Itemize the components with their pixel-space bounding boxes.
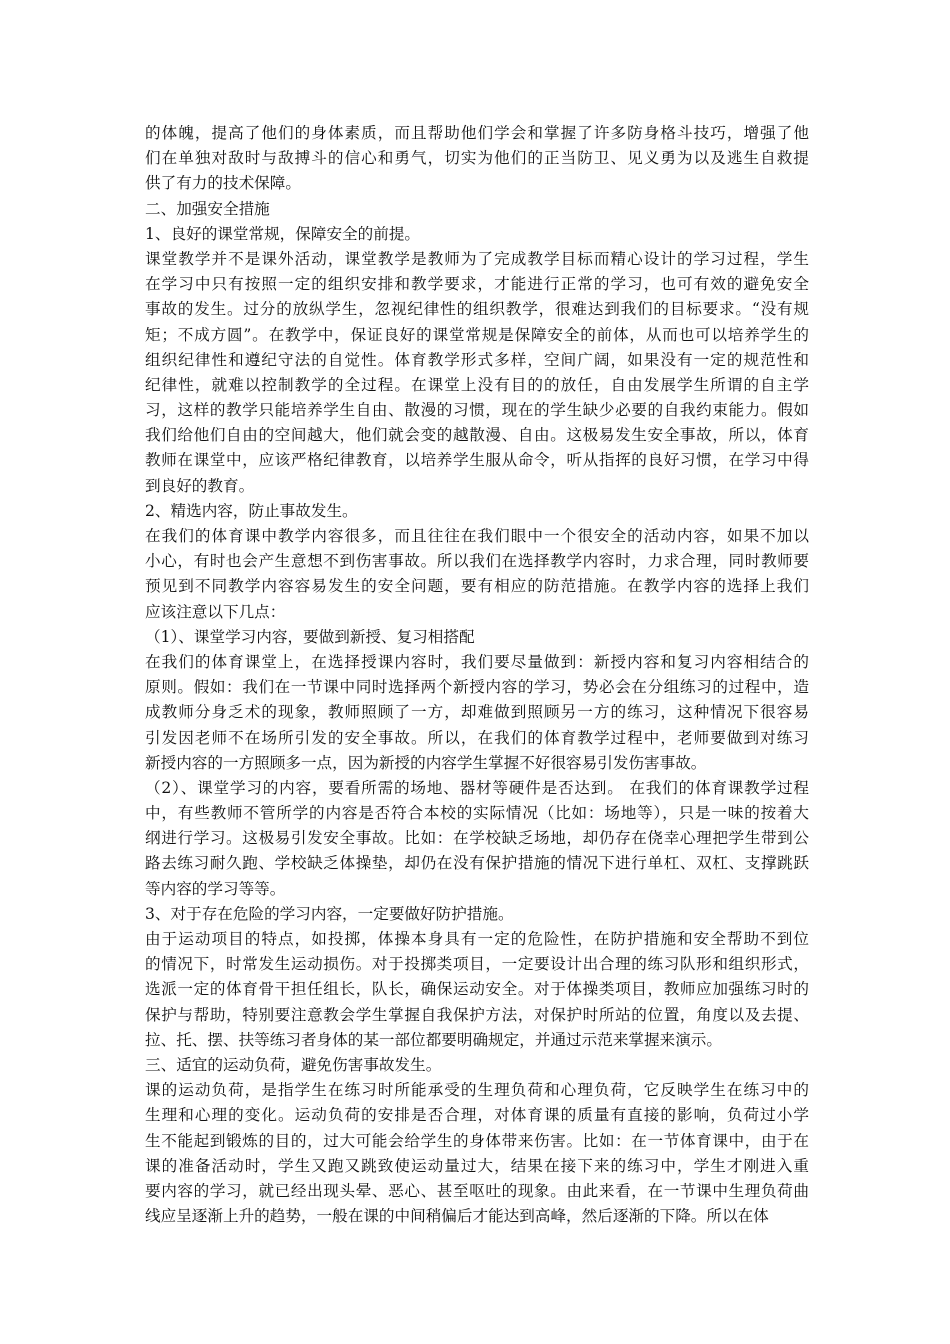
text-line: 路去练习耐久跑、学校缺乏体操垫，却仍在没有保护措施的情况下进行单杠、双杠、支撑跳跃	[145, 854, 809, 873]
text-line: 矩；不成方圆”。在教学中，保证良好的课堂常规是保障安全的前体，从而也可以培养学生的	[145, 325, 809, 344]
text-line: 小心，有时也会产生意想不到伤害事故。所以我们在选择教学内容时，力求合理，同时教师要	[145, 552, 809, 571]
text-line: 课堂教学并不是课外活动，课堂教学是教师为了完成教学目标而精心设计的学习过程，学生	[145, 249, 809, 268]
text-line: 习，这样的教学只能培养学生自由、散漫的习惯，现在的学生缺少必要的自我约束能力。假如	[145, 401, 809, 420]
text-line: 到良好的教育。	[145, 476, 255, 495]
text-line: 的体魄，提高了他们的身体素质，而且帮助他们学会和掌握了许多防身格斗技巧，增强了他	[145, 124, 809, 142]
text-line: 预见到不同教学内容容易发生的安全问题，要有相应的防范措施。在教学内容的选择上我们	[145, 577, 809, 596]
text-line: 在学习中只有按照一定的组织安排和教学要求，才能进行正常的学习，也可有效的避免安全	[145, 275, 809, 294]
text-line: 由于运动项目的特点，如投掷，体操本身具有一定的危险性，在防护措施和安全帮助不到位	[145, 930, 809, 948]
text-line: 保护与帮助，特别要注意教会学生掌握自我保护方法，对保护时所站的位置，角度以及去提、	[145, 1005, 809, 1024]
text-line: （2）、课堂学习的内容，要看所需的场地、器材等硬件是否达到。 在我们的体育课教学过程	[145, 778, 809, 797]
text-line: 事故的发生。过分的放纵学生，忽视纪律性的组织教学，很难达到我们的目标要求。“没有规	[145, 300, 809, 319]
text-line: 的情况下，时常发生运动损伤。对于投掷类项目，一定要设计出合理的练习队形和组织形式，	[145, 955, 809, 974]
text-line: 3、对于存在危险的学习内容，一定要做好防护措施。	[145, 904, 514, 923]
text-line: 拉、托、摆、扶等练习者身体的某一部位都要明确规定，并通过示范来掌握来演示。	[145, 1030, 722, 1049]
text-line: 引发因老师不在场所引发的安全事故。所以，在我们的体育教学过程中，老师要做到对练习	[145, 728, 809, 747]
text-line: 生理和心理的变化。运动负荷的安排是否合理，对体育课的质量有直接的影响，负荷过小学	[145, 1106, 809, 1125]
text-line: 课的准备活动时，学生又跑又跳致使运动量过大，结果在接下来的练习中，学生才刚进入重	[145, 1156, 809, 1175]
text-line: 1、良好的课堂常规，保障安全的前提。	[145, 224, 421, 243]
text-line: 三、适宜的运动负荷，避免伤害事故发生。	[145, 1055, 442, 1074]
text-line: 纲进行学习。这极易引发安全事故。比如：在学校缺乏场地，却仍存在侥幸心理把学生带到公	[145, 829, 809, 848]
text-line: 应该注意以下几点：	[145, 602, 286, 621]
text-line: 新授内容的一方照顾多一点，因为新授的内容学生掌握不好很容易引发伤害事故。	[145, 753, 707, 772]
text-line: 二、加强安全措施	[145, 199, 270, 218]
text-line: 线应呈逐渐上升的趋势，一般在课的中间稍偏后才能达到高峰，然后逐渐的下降。所以在体	[145, 1207, 769, 1226]
text-line: 在我们的体育课中教学内容很多，而且往往在我们眼中一个很安全的活动内容，如果不加以	[145, 527, 809, 545]
text-line: （1）、课堂学习内容，要做到新授、复习相搭配	[145, 627, 475, 646]
text-line: 教师在课堂中，应该严格纪律教育，以培养学生服从命令，听从指挥的良好习惯，在学习中得	[145, 451, 809, 470]
text-line: 选派一定的体育骨干担任组长，队长，确保运动安全。对于体操类项目，教师应加强练习时的	[145, 980, 809, 999]
text-line: 成教师分身乏术的现象，教师照顾了一方，却难做到照顾另一方的练习，这种情况下很容易	[145, 703, 809, 722]
text-line: 组织纪律性和遵纪守法的自觉性。体育教学形式多样，空间广阔，如果没有一定的规范性和	[145, 350, 809, 369]
text-line: 2、精选内容，防止事故发生。	[145, 501, 358, 520]
text-line: 中，有些教师不管所学的内容是否符合本校的实际情况（比如：场地等），只是一味的按着大	[145, 804, 809, 823]
text-line: 纪律性，就难以控制教学的全过程。在课堂上没有目的的放任，自由发展学生所谓的自主学	[145, 375, 809, 394]
text-line: 们在单独对敌时与敌搏斗的信心和勇气，切实为他们的正当防卫、见义勇为以及逃生自救提	[145, 149, 809, 168]
text-line: 供了有力的技术保障。	[145, 174, 301, 193]
text-line: 我们给他们自由的空间越大，他们就会变的越散漫、自由。这极易发生安全事故，所以，体育	[145, 426, 809, 445]
text-line: 要内容的学习，就已经出现头晕、恶心、甚至呕吐的现象。由此来看，在一节课中生理负荷曲	[145, 1181, 809, 1200]
text-line: 生不能起到锻炼的目的，过大可能会给学生的身体带来伤害。比如：在一节体育课中，由于在	[145, 1131, 809, 1150]
document-body	[145, 121, 809, 1229]
text-line: 课的运动负荷，是指学生在练习时所能承受的生理负荷和心理负荷，它反映学生在练习中的	[145, 1081, 809, 1100]
text-line: 原则。假如：我们在一节课中同时选择两个新授内容的学习，势必会在分组练习的过程中，造	[145, 678, 809, 697]
text-line: 在我们的体育课堂上，在选择授课内容时，我们要尽量做到：新授内容和复习内容相结合的	[145, 652, 809, 671]
text-line: 等内容的学习等等。	[145, 879, 286, 898]
